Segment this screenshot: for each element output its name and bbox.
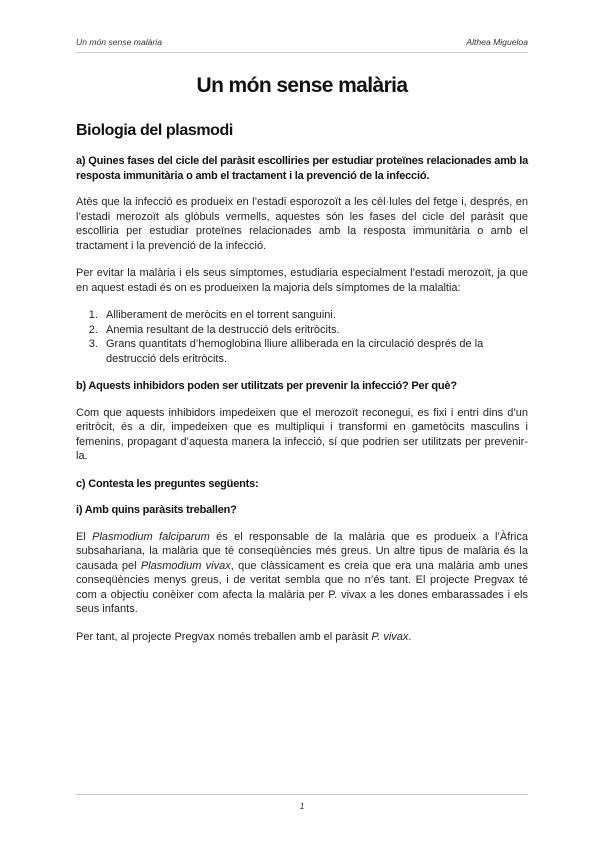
footer-divider: [76, 794, 528, 795]
question-b: b) Aquests inhibidors poden ser utilitzats per prevenir la infecció? Per què?: [76, 380, 457, 392]
question-a: a) Quines fases del cicle del paràsit escolliries per estudiar proteïnes relacionades amb la resposta immunitària o amb el tractament i la prevenció de la infecció.: [76, 155, 528, 182]
text-run: .: [408, 630, 412, 643]
answer-a-paragraph-2: Per evitar la malària i els seus símptomes, estudiaria especialment l’estadi merozoït, ja que en aquest estadi és on es produeixen la majoria dels símptomes de la malaltia:: [76, 267, 528, 294]
document-body: [76, 154, 528, 657]
answer-b-paragraph: Com que aquests inhibidors impedeixen que el merozoït reconegui, es fixi i entri dins d’un eritròcit, és a dir, impedeixen que es multipliqui i transformi en gametòcits masculins i femenins, propagant d’aquesta manera la infecció, sí que podrien ser utilitzats per prevenir-la.: [76, 406, 528, 462]
species-name: P. vivax: [371, 630, 409, 643]
symptom-list: [76, 308, 528, 366]
answer-c-i-paragraph-2: [76, 630, 528, 645]
text-run: El: [76, 530, 93, 543]
answer-c-i-paragraph-1: [76, 530, 528, 617]
page-number: 1: [299, 801, 305, 811]
list-item: 2. Anemia resultant de la destrucció dels eritròcits.: [101, 323, 528, 338]
list-item: 1. Alliberament de meròcits en el torrent sanguini.: [101, 308, 528, 323]
list-item: 3. Grans quantitats d’hemoglobina lliure alliberada en la circulació després de la destrucció dels eritròcits.: [101, 337, 528, 366]
document-title: Un món sense malària: [196, 74, 408, 97]
question-c: c) Contesta les preguntes següents:: [76, 477, 259, 490]
text-run: , que clàssicament es creia que era una malària amb unes conseqüències menys greus, i de veritat sembla que no n’és tant. El projecte Pregvax té com a objectiu conèixer com afecta la malària per P. vivax a les dones embarassades i els seus infants.: [76, 559, 528, 615]
header-author: Althea Migueloa: [466, 37, 528, 47]
answer-a-paragraph-1: Atès que la infecció es produeix en l’estadi esporozoït a les cèl·lules del fetge i, després, en l’estadi merozoït als glòbuls vermells, aquestes són les fases del cicle del paràsit que escolliria per estudiar proteïnes relacionades amb la resposta immunitària o amb el tractament i la prevenció de la infecció.: [76, 196, 528, 252]
text-run: Per tant, al projecte Pregvax només treballen amb el paràsit: [76, 630, 372, 643]
running-header: [76, 37, 528, 47]
header-document-title: Un món sense malària: [76, 37, 162, 47]
question-c-i: i) Amb quins paràsits treballen?: [76, 504, 237, 516]
text-run: és el responsable de la malària que es produeix a l’Àfrica subsahariana, la malària que té conseqüències més greus. Un altre tipus de malària és la causada pel: [76, 530, 528, 572]
species-name: Plasmodium falciparum: [92, 530, 210, 543]
header-divider: [76, 52, 528, 53]
species-name: Plasmodium vivax: [140, 559, 231, 572]
section-heading: Biologia del plasmodi: [76, 122, 233, 139]
